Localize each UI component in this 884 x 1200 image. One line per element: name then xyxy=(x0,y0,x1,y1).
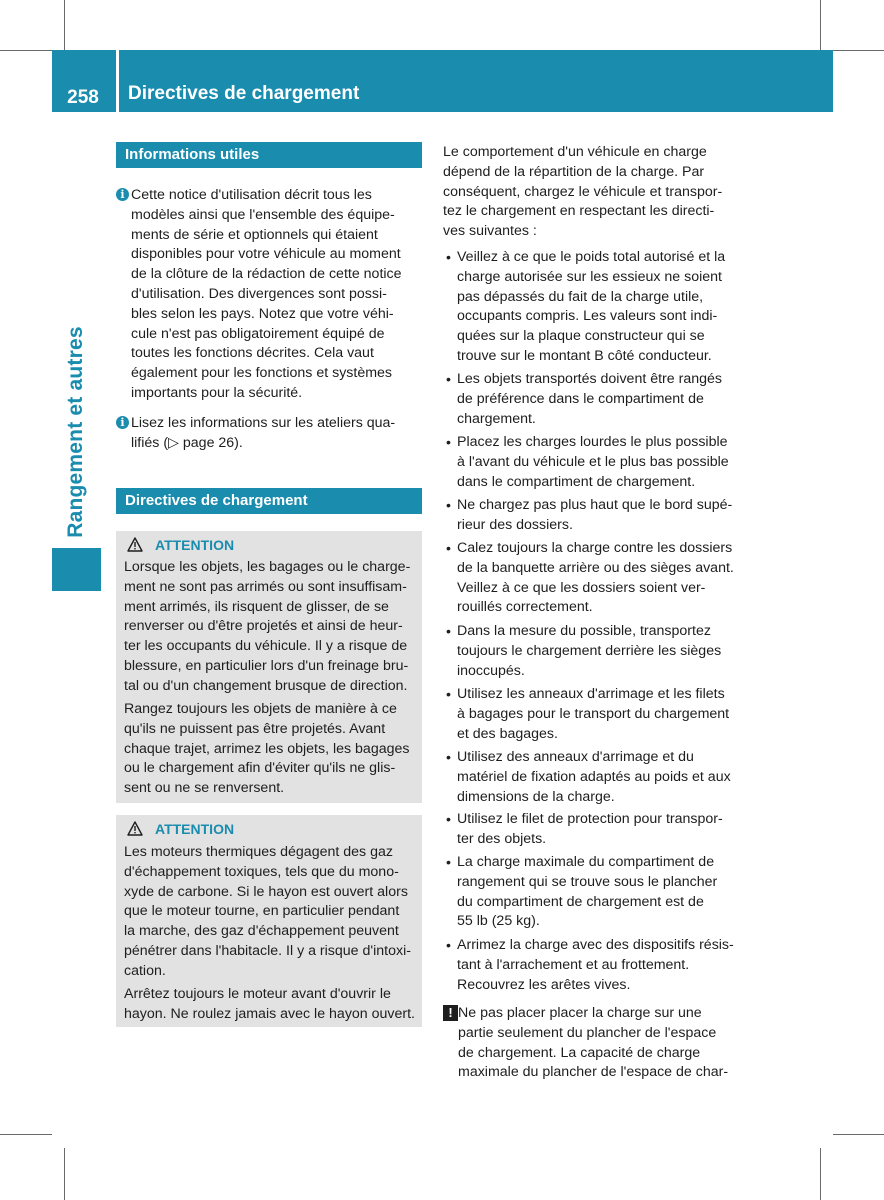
text-line: tant à l'arrachement et au frottement. xyxy=(457,956,690,973)
info-paragraph-notice xyxy=(131,186,402,404)
text-line: Utilisez le filet de protection pour transpor- xyxy=(457,811,723,827)
text-line: de chargement. La capacité de charge xyxy=(458,1044,701,1061)
list-item xyxy=(457,748,731,807)
text-line: tal ou d'un changement brusque de direction. xyxy=(124,677,408,694)
text-line: chaque trajet, arrimez les objets, les bagages xyxy=(124,740,410,757)
bullet-mark: • xyxy=(446,938,451,954)
text-line: et des bagages. xyxy=(457,725,558,742)
text-line: à bagages pour le transport du chargement xyxy=(457,705,730,722)
text-line: Utilisez les anneaux d'arrimage et les filets xyxy=(457,686,725,702)
bullet-mark: • xyxy=(446,541,451,557)
text-line: Les objets transportés doivent être rangés xyxy=(457,371,722,387)
warning-text xyxy=(124,985,415,1025)
text-line: ment ne sont pas arrimés ou sont insuffisam- xyxy=(124,578,407,595)
section-title-directives: Directives de chargement xyxy=(116,488,422,514)
text-line: partie seulement du plancher de l'espace xyxy=(458,1024,717,1041)
info-icon: i xyxy=(116,416,129,429)
text-line: qu'ils ne puissent pas être projetés. Avant xyxy=(124,720,386,737)
text-line: ves suivantes : xyxy=(443,223,537,240)
list-item xyxy=(457,853,717,932)
text-line: dépend de la répartition de la charge. Par xyxy=(443,163,705,180)
list-item xyxy=(457,496,732,536)
bullet-mark: • xyxy=(446,624,451,640)
warning-title: ATTENTION xyxy=(155,537,235,553)
text-line: Arrimez la charge avec des dispositifs résis- xyxy=(457,937,734,953)
list-item xyxy=(457,433,729,492)
warning-text xyxy=(124,700,409,799)
text-line: d'utilisation. Des divergences sont possi- xyxy=(131,285,387,302)
section-title-informations-utiles: Informations utiles xyxy=(116,142,422,168)
bullet-mark: • xyxy=(446,435,451,451)
text-line: également pour les fonctions et systèmes xyxy=(131,365,393,382)
text-line: ment arrimés, ils risquent de glisser, de se xyxy=(124,598,389,615)
text-line: à l'avant du véhicule et le plus bas possible xyxy=(457,453,729,470)
text-line: tez le chargement en respectant les directi- xyxy=(443,203,715,220)
exclamation-icon: ! xyxy=(443,1005,458,1021)
text-line: quées sur la plaque constructeur qui se xyxy=(457,328,705,345)
text-line: toujours le chargement derrière les sièges xyxy=(457,642,722,659)
text-line: Ne pas placer placer la charge sur une xyxy=(458,1005,702,1021)
text-line: Dans la mesure du possible, transportez xyxy=(457,623,711,639)
text-line: inoccupés. xyxy=(457,662,525,679)
text-line: la marche, des gaz d'échappement peuvent xyxy=(124,923,399,940)
text-line: disponibles pour votre véhicule au moment xyxy=(131,246,401,263)
text-line: dimensions de la charge. xyxy=(457,788,615,805)
text-line: charge autorisée sur les essieux ne soient xyxy=(457,268,722,285)
header-divider xyxy=(116,50,119,112)
list-item xyxy=(457,622,721,681)
text-line: importants pour la sécurité. xyxy=(131,384,303,401)
bullet-mark: • xyxy=(446,855,451,871)
text-line: Utilisez des anneaux d'arrimage et du xyxy=(457,749,694,765)
text-line: Rangez toujours les objets de manière à ce xyxy=(124,701,397,717)
text-line: rouillés correctement. xyxy=(457,599,593,616)
text-line: pas dépassés du fait de la charge utile, xyxy=(457,288,704,305)
text-line: rieur des dossiers. xyxy=(457,516,573,533)
crop-mark xyxy=(64,0,65,50)
warning-triangle-icon xyxy=(127,821,143,836)
crop-mark xyxy=(820,0,821,50)
list-item xyxy=(457,936,734,995)
bullet-mark: • xyxy=(446,372,451,388)
text-line: ments de série et optionnels qui étaient xyxy=(131,226,378,243)
text-line: modèles ainsi que l'ensemble des équipe- xyxy=(131,206,395,223)
warning-text xyxy=(124,843,411,982)
crop-mark xyxy=(833,50,884,51)
text-line: hayon. Ne roulez jamais avec le hayon ouvert. xyxy=(124,1005,416,1022)
text-line: que le moteur tourne, en particulier pendant xyxy=(124,903,400,920)
text-line: xyde de carbone. Si le hayon est ouvert alors xyxy=(124,883,408,900)
info-paragraph-ateliers xyxy=(131,414,395,454)
text-line: du compartiment de chargement est de xyxy=(457,893,704,910)
chapter-tab-label: Rangement et autres xyxy=(64,326,87,538)
text-line: sent ou ne se renversent. xyxy=(124,780,285,797)
text-line: renverser ou d'être projetés et ainsi de heur- xyxy=(124,618,403,635)
text-line: d'échappement toxiques, tels que du mono- xyxy=(124,863,399,880)
text-line: ter des objets. xyxy=(457,830,547,847)
text-line: pénétrer dans l'habitacle. Il y a risque d'intoxi- xyxy=(124,942,411,959)
text-line: chargement. xyxy=(457,410,536,427)
list-item xyxy=(457,685,729,744)
text-line: Calez toujours la charge contre les dossiers xyxy=(457,540,733,556)
text-line: Lisez les informations sur les ateliers qua- xyxy=(131,415,396,431)
text-line: de la clôture de la rédaction de cette notice xyxy=(131,266,402,283)
text-line: La charge maximale du compartiment de xyxy=(457,854,715,870)
text-line: occupants compris. Les valeurs sont indi- xyxy=(457,308,718,325)
chapter-tab-marker xyxy=(52,548,101,591)
crop-mark xyxy=(64,1148,65,1200)
list-item xyxy=(457,539,734,618)
text-line: de préférence dans le compartiment de xyxy=(457,390,704,407)
text-line: Le comportement d'un véhicule en charge xyxy=(443,144,707,160)
text-line: Placez les charges lourdes le plus possible xyxy=(457,434,728,450)
text-line: rangement qui se trouve sous le plancher xyxy=(457,873,718,890)
bullet-mark: • xyxy=(446,498,451,514)
text-line: 55 lb (25 kg). xyxy=(457,913,540,930)
text-line: cule n'est pas obligatoirement équipé de xyxy=(131,325,385,342)
bullet-mark: • xyxy=(446,687,451,703)
bullet-mark: • xyxy=(446,750,451,766)
text-line: lifiés (▷ page 26). xyxy=(131,434,243,451)
text-line: maximale du plancher de l'espace de char- xyxy=(458,1064,729,1081)
intro-paragraph xyxy=(443,143,722,242)
crop-mark xyxy=(820,1148,821,1200)
text-line: matériel de fixation adaptés au poids et aux xyxy=(457,768,731,785)
warning-text xyxy=(124,558,410,697)
crop-mark xyxy=(0,50,52,51)
text-line: Lorsque les objets, les bagages ou le charge- xyxy=(124,559,411,575)
warning-triangle-icon xyxy=(127,537,143,552)
page-title: Directives de chargement xyxy=(128,83,360,104)
text-line: trouve sur le montant B côté conducteur. xyxy=(457,347,712,364)
list-item xyxy=(457,370,722,429)
crop-mark xyxy=(0,1134,52,1135)
text-line: blessure, en particulier lors d'un freinage bru- xyxy=(124,657,409,674)
list-item xyxy=(457,248,725,367)
text-line: Cette notice d'utilisation décrit tous les xyxy=(131,187,372,203)
text-line: Veillez à ce que les dossiers soient ver- xyxy=(457,579,706,596)
info-icon: i xyxy=(116,188,129,201)
text-line: dans le compartiment de chargement. xyxy=(457,473,696,490)
text-line: Ne chargez pas plus haut que le bord supé- xyxy=(457,497,733,513)
text-line: de la banquette arrière ou des sièges avant. xyxy=(457,559,734,576)
text-line: ter les occupants du véhicule. Il y a risque de xyxy=(124,638,408,655)
note-paragraph xyxy=(458,1004,728,1083)
text-line: Les moteurs thermiques dégagent des gaz xyxy=(124,844,393,860)
crop-mark xyxy=(833,1134,884,1135)
bullet-mark: • xyxy=(446,250,451,266)
list-item xyxy=(457,810,723,850)
bullet-mark: • xyxy=(446,812,451,828)
text-line: Veillez à ce que le poids total autorisé et la xyxy=(457,249,726,265)
text-line: Arrêtez toujours le moteur avant d'ouvrir le xyxy=(124,986,391,1002)
text-line: conséquent, chargez le véhicule et transpor- xyxy=(443,183,723,200)
page-number: 258 xyxy=(67,87,99,108)
warning-title: ATTENTION xyxy=(155,821,235,837)
text-line: bles selon les pays. Notez que votre véhi- xyxy=(131,305,394,322)
text-line: toutes les fonctions décrites. Cela vaut xyxy=(131,345,374,362)
text-line: Recouvrez les arêtes vives. xyxy=(457,976,631,993)
text-line: cation. xyxy=(124,962,166,979)
text-line: ou le chargement afin d'éviter qu'ils ne glis- xyxy=(124,760,396,777)
